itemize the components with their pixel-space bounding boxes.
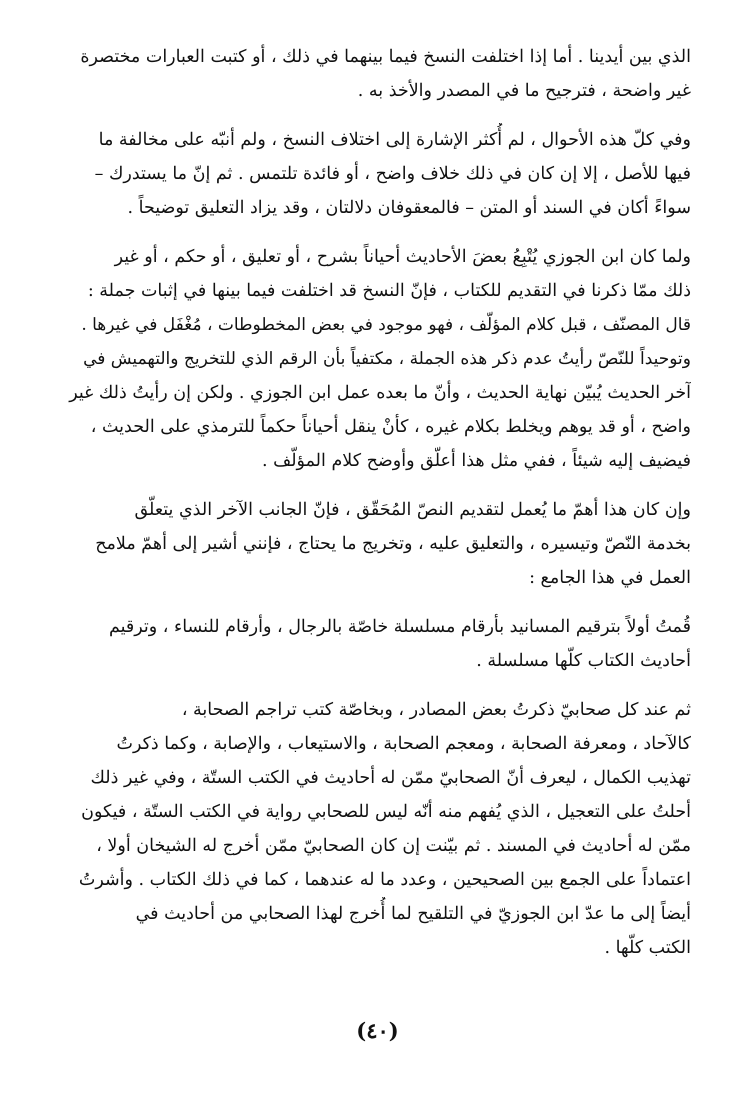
text-line: الذي بين أيدينا . أما إذا اختلفت النسخ فيما بينهما في ذلك ، أو كتبت العبارات مختصرة bbox=[80, 47, 691, 67]
paragraph bbox=[66, 493, 691, 595]
text-line: ولما كان ابن الجوزي يُتْبِعُ بعضَ الأحاديث أحياناً بشرح ، أو تعليق ، أو حكم ، أو غير bbox=[114, 247, 691, 267]
paragraph bbox=[66, 693, 691, 965]
text-line: آخر الحديث يُبيّن نهاية الحديث ، وأنّ ما بعده عمل ابن الجوزي . ولكن إن رأيتُ ذلك غير bbox=[69, 383, 691, 403]
page-body bbox=[66, 40, 691, 965]
text-line: وفي كلّ هذه الأحوال ، لم أُكثر الإشارة إلى اختلاف النسخ ، ولم أنبّه على مخالفة ما bbox=[98, 130, 691, 150]
paragraph bbox=[66, 40, 691, 108]
text-line: ثم عند كل صحابيّ ذكرتُ بعض المصادر ، وبخاصّة كتب تراجم الصحابة ، bbox=[181, 700, 691, 720]
text-line: اعتماداً على الجمع بين الصحيحين ، وعدد ما له عندهما ، كما في ذلك الكتاب . وأشرتُ bbox=[78, 870, 691, 890]
text-line: العمل في هذا الجامع : bbox=[529, 568, 691, 588]
paragraph bbox=[66, 240, 691, 478]
text-line: ذلك ممّا ذكرنا في التقديم للكتاب ، فإنّ النسخ قد اختلفت فيما بينها في إثبات جملة : bbox=[87, 281, 691, 301]
text-line: كالآحاد ، ومعرفة الصحابة ، ومعجم الصحابة ، والاستيعاب ، والإصابة ، وكما ذكرتُ bbox=[116, 734, 691, 754]
text-line: أحلتُ على التعجيل ، الذي يُفهم منه أنّه ليس للصحابي رواية في الكتب الستّة ، فيكون bbox=[81, 802, 691, 822]
text-line: واضح ، أو قد يوهم ويخلط بكلام غيره ، كأنْ ينقل أحياناً حكماً للترمذي على الحديث ، bbox=[90, 417, 691, 437]
text-line: فيضيف إليه شيئاً ، ففي مثل هذا أعلّق وأوضح كلام المؤلّف . bbox=[261, 451, 691, 471]
text-line: أيضاً إلى ما عدّ ابن الجوزيّ في التلقيح لما أُخرج لهذا الصحابي من أحاديث في bbox=[135, 904, 691, 924]
text-line: بخدمة النّصّ وتيسيره ، والتعليق عليه ، وتخريج ما يحتاج ، فإنني أشير إلى أهمّ ملامح bbox=[95, 534, 691, 554]
paragraph bbox=[66, 610, 691, 678]
text-line: قال المصنّف ، قبل كلام المؤلّف ، فهو موجود في بعض المخطوطات ، مُغْفَل في غيرها . bbox=[81, 315, 691, 335]
text-line: سواءً أكان في السند أو المتن – فالمعقوفان دلالتان ، وقد يزاد التعليق توضيحاً . bbox=[127, 198, 691, 218]
text-line: فيها للأصل ، إلا إن كان في ذلك خلاف واضح ، أو فائدة تلتمس . ثم إنّ ما يستدرك – bbox=[94, 164, 691, 184]
paragraph bbox=[66, 123, 691, 225]
text-line: الكتب كلّها . bbox=[604, 938, 691, 958]
text-line: تهذيب الكمال ، ليعرف أنّ الصحابيّ ممّن له أحاديث في الكتب الستّة ، وفي غير ذلك bbox=[90, 768, 691, 788]
text-line: وإن كان هذا أهمّ ما يُعمل لتقديم النصّ المُحَقّق ، فإنّ الجانب الآخر الذي يتعلّق bbox=[134, 500, 691, 520]
text-line: وتوحيداً للنّصّ رأيتُ عدم ذكر هذه الجملة ، مكتفياً بأن الرقم الذي للتخريج والتهميش في bbox=[83, 349, 691, 369]
text-line: ممّن له أحاديث في المسند . ثم بيّنت إن كان الصحابيّ ممّن أخرج له الشيخان أولا ، bbox=[96, 836, 691, 856]
text-line: أحاديث الكتاب كلّها مسلسلة . bbox=[476, 651, 691, 671]
text-line: قُمتُ أولاً بترقيم المسانيد بأرقام مسلسلة خاصّة بالرجال ، وأرقام للنساء ، وترقيم bbox=[108, 617, 691, 637]
page-number: (٤٠) bbox=[356, 1018, 399, 1043]
text-line: غير واضحة ، فترجيح ما في المصدر والأخذ به . bbox=[357, 81, 691, 101]
